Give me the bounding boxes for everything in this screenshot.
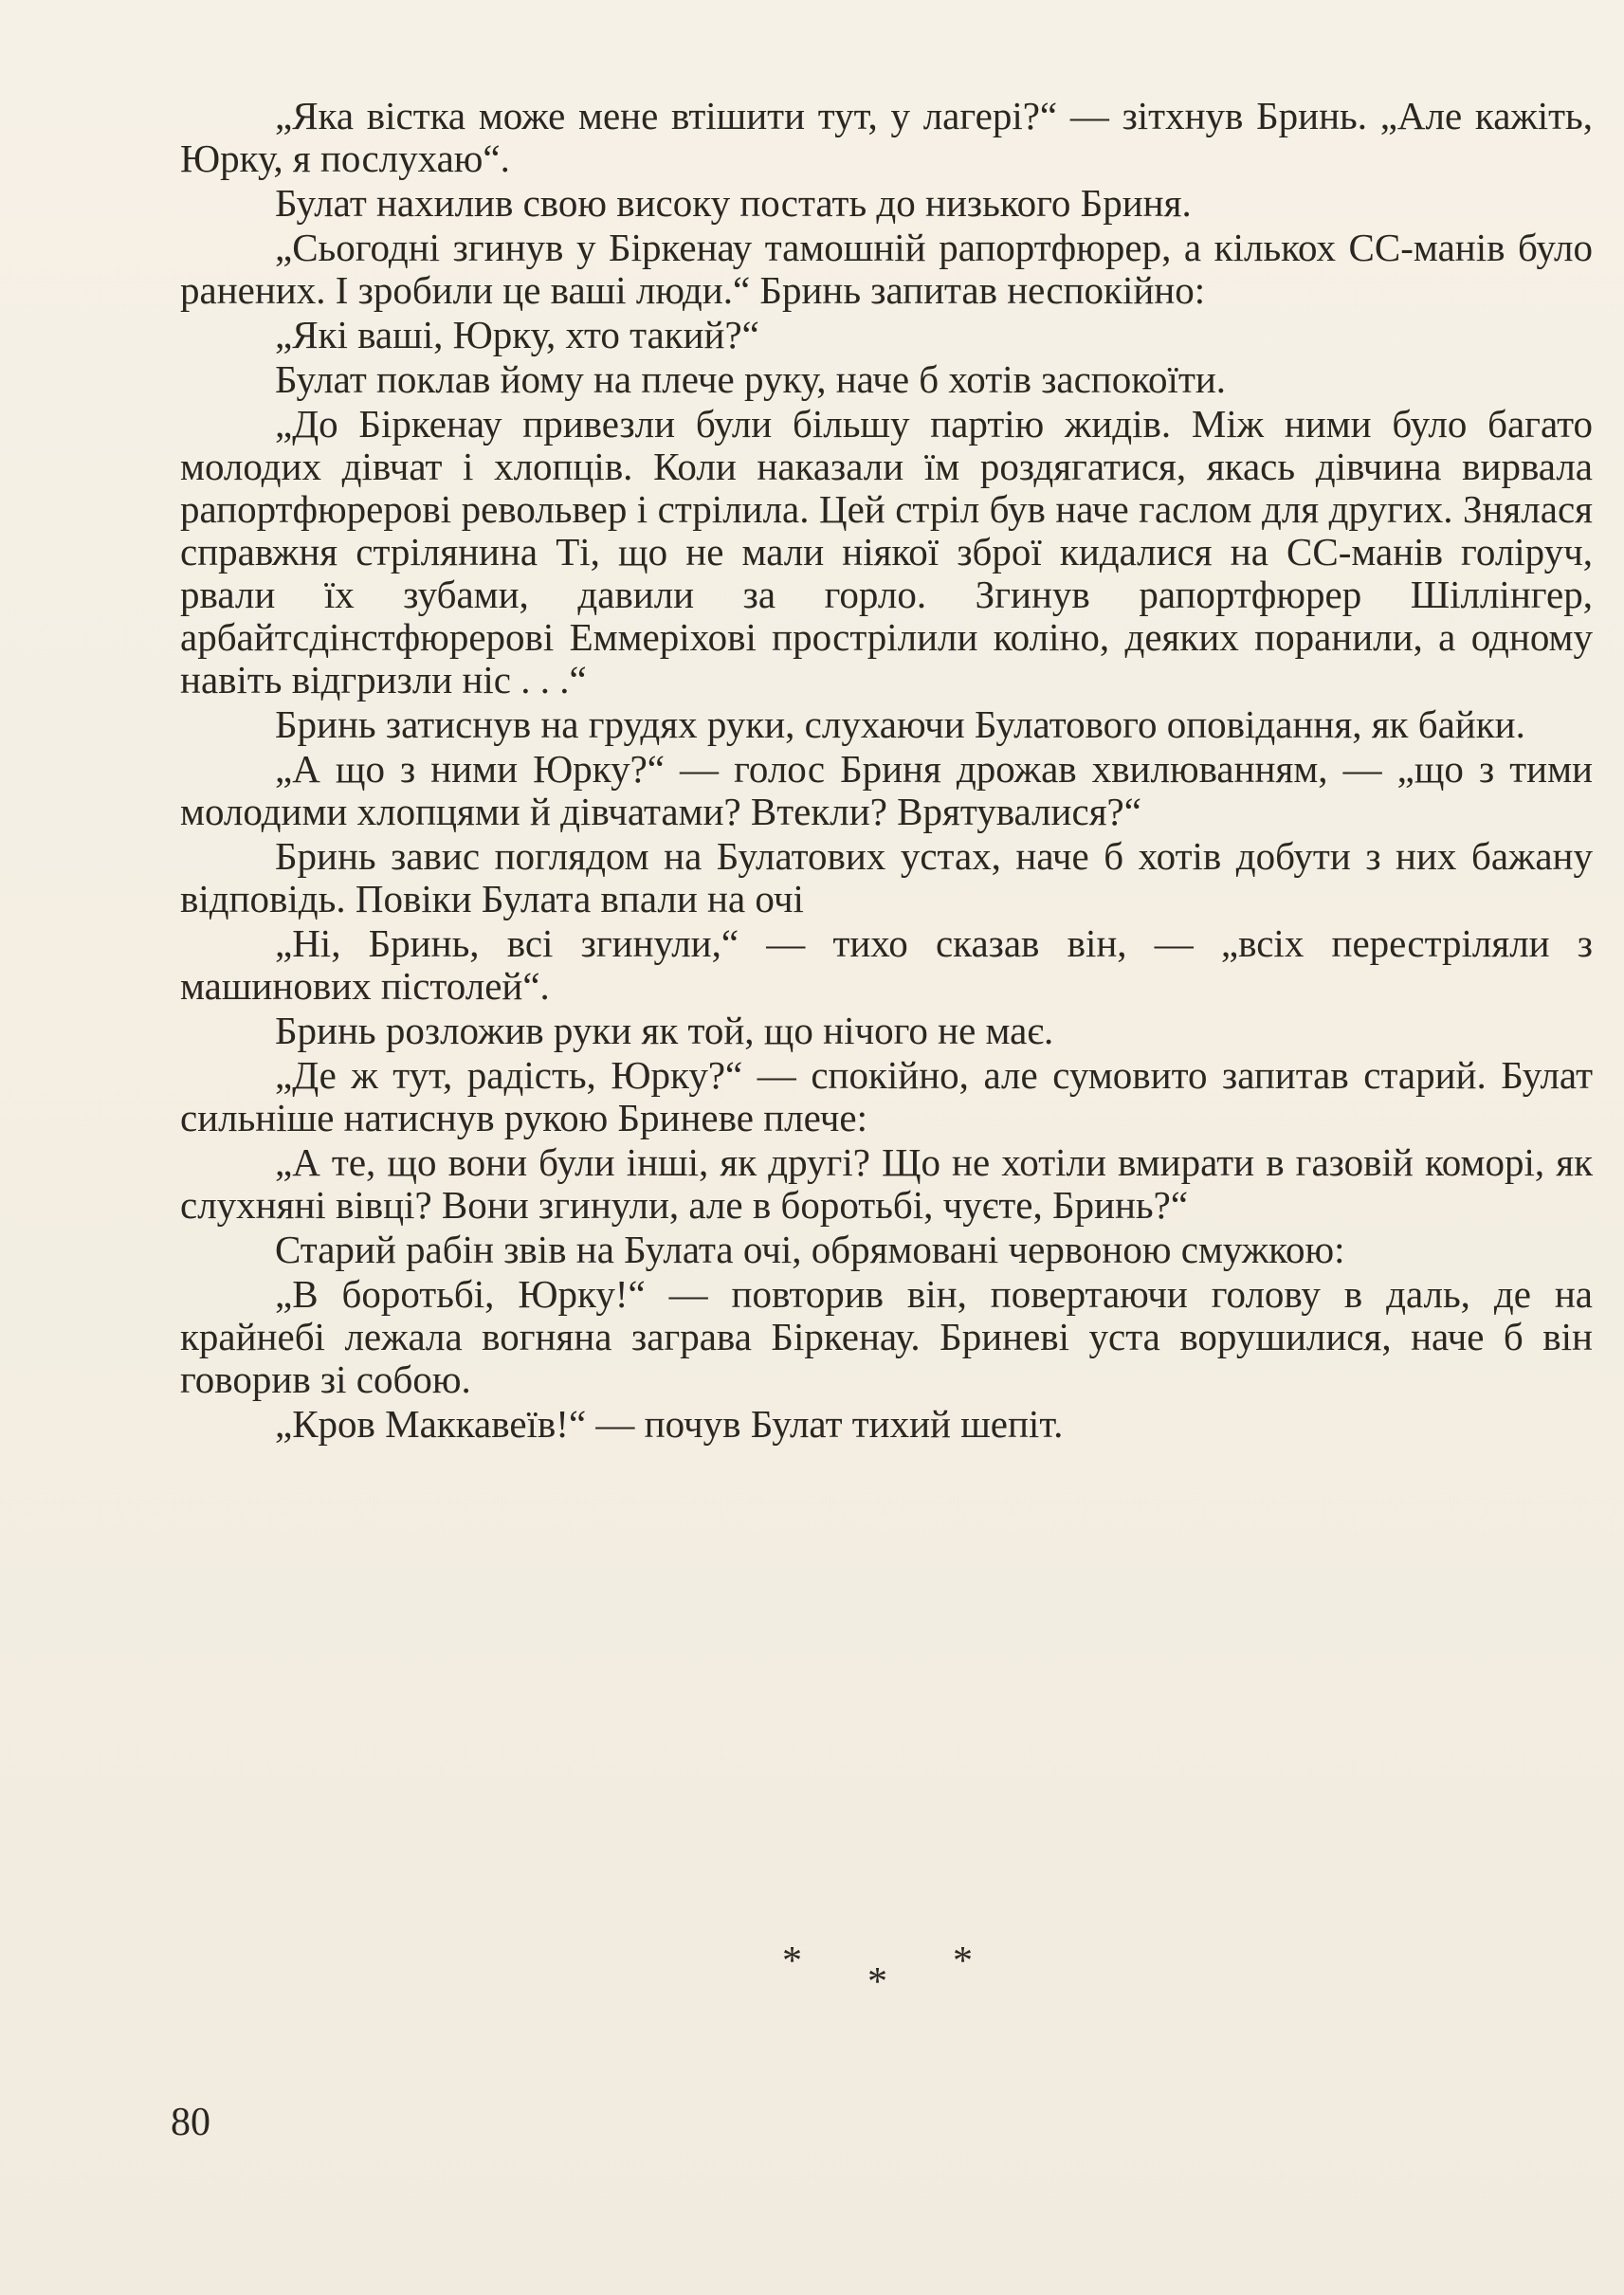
separator-star-2: * — [867, 1960, 887, 2004]
paragraph-5: Булат поклав йому на плече руку, наче б хотів заспокоїти. — [275, 357, 1227, 401]
paragraph-13: „А те, що вони були інші, як другі? Що не хотіли вмирати в газовій коморі, як слухняні вівці? Вони згинули, але в боротьбі, чуєте, Бринь?“ — [180, 1140, 1593, 1227]
paragraph-14: Старий рабін звів на Булата очі, обрямовані червоною смужкою: — [275, 1228, 1345, 1271]
paragraph-16: „Кров Маккавеїв!“ — почув Булат тихий шепіт. — [275, 1402, 1064, 1446]
paragraph-9: Бринь завис поглядом на Булатових устах, наче б хотів добути з них бажану відповідь. Повіки Булата впали на очі — [180, 834, 1593, 920]
paragraph-11: Бринь розложив руки як той, що нічого не має. — [275, 1009, 1054, 1052]
paragraph-2: Булат нахилив свою високу постать до низького Бриня. — [275, 181, 1192, 225]
paragraph-7: Бринь затиснув на грудях руки, слухаючи Булатового оповідання, як байки. — [275, 702, 1525, 746]
paragraph-10: „Ні, Бринь, всі згинули,“ — тихо сказав він, — „всіх перестріляли з машинових пістолей“. — [180, 921, 1593, 1008]
paragraph-15: „В боротьбі, Юрку!“ — повторив він, повертаючи голову в даль, де на крайнебі лежала вогняна заграва Біркенау. Бриневі уста ворушилися, наче б він говорив зі собою. — [180, 1272, 1593, 1401]
paragraph-6: „До Біркенау привезли були більшу партію жидів. Між ними було багато молодих дівчат і хлопців. Коли наказали їм роздягатися, якась дівчина вирвала рапортфюрерові револьвер і стрілила. Цей стріл був наче гаслом для других. Знялася справжня стрілянина Ті, що не мали ніякої зброї кидалися на СС-манів голіруч, рвали їх зубами, давили за горло. Згинув рапортфюрер Шіллінгер, арбайтсдінстфюрерові Еммеріхові прострілили коліно, деяких поранили, а одному навіть відгризли ніс . . .“ — [180, 402, 1593, 701]
paragraph-4: „Які ваші, Юрку, хто такий?“ — [275, 313, 759, 356]
paragraph-12: „Де ж тут, радість, Юрку?“ — спокійно, але сумовито запитав старий. Булат сильніше натиснув рукою Бриневе плече: — [180, 1053, 1593, 1139]
separator-star-1: * — [782, 1940, 802, 1983]
separator-star-3: * — [953, 1940, 973, 1983]
page-number: 80 — [171, 2101, 210, 2144]
paragraph-8: „А що з ними Юрку?“ — голос Бриня дрожав хвилюванням, — „що з тими молодими хлопцями й дівчатами? Втекли? Врятувалися?“ — [180, 747, 1593, 833]
section-separator — [758, 1939, 1005, 2005]
paragraph-1: „Яка вістка може мене втішити тут, у лагері?“ — зітхнув Бринь. „Але кажіть, Юрку, я послухаю“. — [180, 94, 1593, 180]
body-text — [180, 95, 1593, 1448]
paragraph-3: „Сьогодні згинув у Біркенау тамошній рапортфюрер, а кількох СС-манів було ранених. І зробили це ваші люди.“ Бринь запитав неспокійно: — [180, 226, 1593, 312]
